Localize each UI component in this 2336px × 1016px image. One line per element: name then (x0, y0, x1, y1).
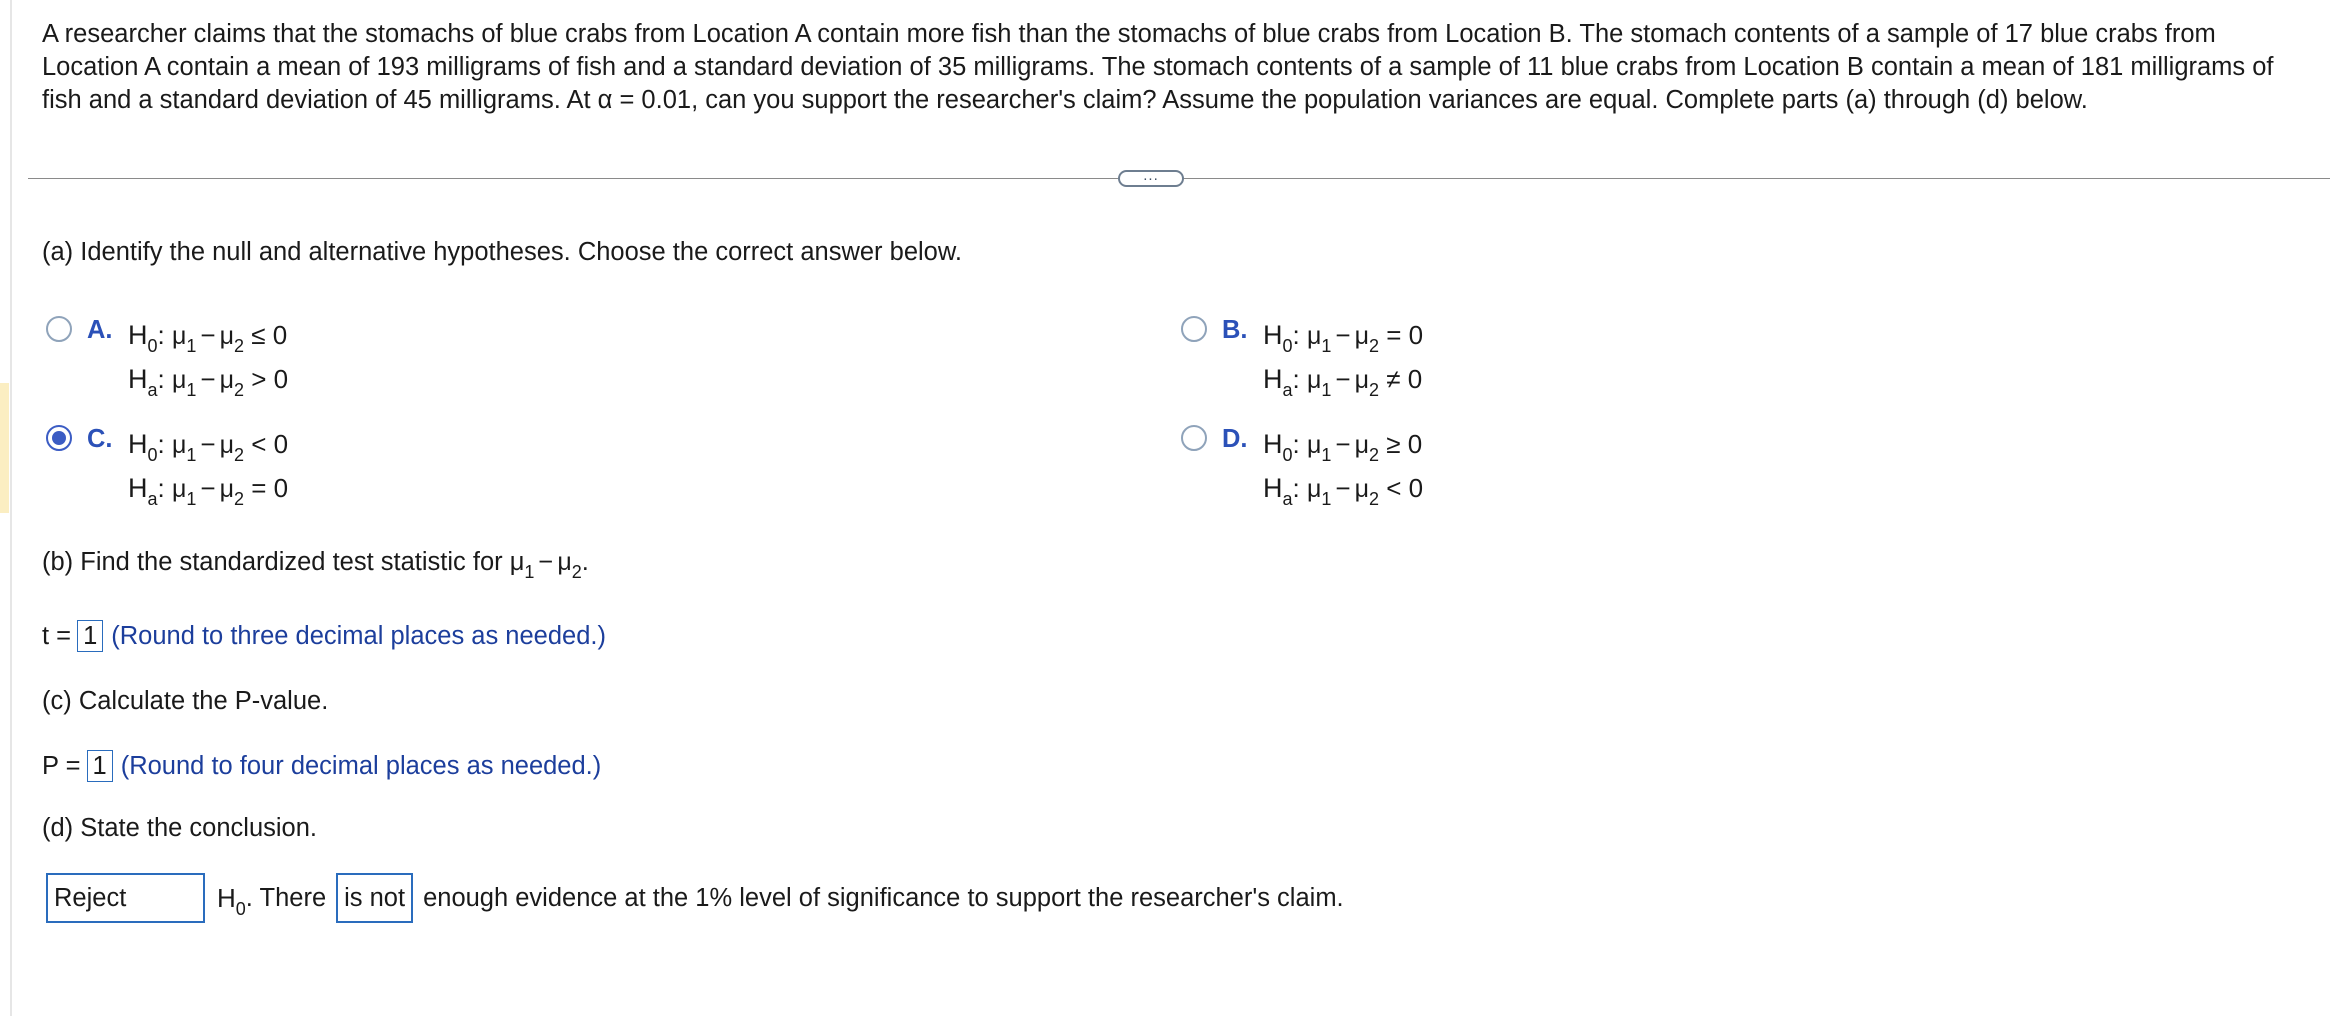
hypotheses (128, 423, 288, 511)
part-b-prompt: (b) Find the standardized test statistic for $\mu_1 - \mu_2$. (42, 548, 589, 582)
hypotheses (128, 314, 288, 402)
option-b[interactable] (1181, 314, 1423, 402)
option-letter: A. (87, 316, 113, 344)
t-statistic-row (42, 619, 606, 653)
hypotheses (1263, 314, 1423, 402)
h0-symbol: $H_0$ (217, 882, 246, 919)
option-letter: B. (1222, 316, 1248, 344)
decision-dropdown[interactable] (46, 873, 205, 923)
alt-hypothesis: $H_a$: $\mu_1 - \mu_2 \ne 0$ (1263, 364, 1423, 400)
more-button[interactable] (1118, 166, 1184, 187)
null-hypothesis: $H_0$: $\mu_1 - \mu_2 < 0$ (128, 429, 289, 465)
alt-relation: > 0 (251, 364, 289, 394)
null-relation: ≤ 0 (251, 320, 288, 350)
option-letter: D. (1222, 425, 1248, 453)
p-value-row (42, 749, 601, 783)
part-a-prompt: (a) Identify the null and alternative hypotheses. Choose the correct answer below. (42, 238, 962, 266)
alt-relation: < 0 (1386, 473, 1424, 503)
null-hypothesis: $H_0$: $\mu_1 - \mu_2 = 0$ (1263, 320, 1424, 356)
p-value-input[interactable]: 1 (87, 750, 113, 782)
null-relation: < 0 (251, 429, 289, 459)
decision-value: Reject (54, 883, 127, 912)
null-hypothesis: $H_0$: $\mu_1 - \mu_2 \ge 0$ (1263, 429, 1423, 465)
p-rounding-hint: (Round to four decimal places as needed.) (120, 752, 602, 780)
option-letter: C. (87, 425, 113, 453)
part-b-prompt-text: (b) Find the standardized test statistic for μ (42, 548, 525, 576)
alt-hypothesis: $H_a$: $\mu_1 - \mu_2 = 0$ (128, 473, 289, 509)
part-c-prompt: (c) Calculate the P-value. (42, 687, 329, 715)
alt-relation: ≠ 0 (1386, 364, 1423, 394)
t-label: t = (42, 622, 72, 650)
focus-indicator (0, 383, 9, 513)
ellipsis-icon: ... (1143, 166, 1159, 184)
alt-relation: = 0 (251, 473, 289, 503)
left-border (10, 0, 12, 1016)
there-text: . There (245, 883, 327, 912)
conclusion-row (46, 873, 1344, 923)
option-c[interactable] (46, 423, 288, 511)
radio-button-a[interactable] (46, 316, 72, 342)
null-hypothesis: $H_0$: $\mu_1 - \mu_2 \le 0$ (128, 320, 288, 356)
radio-button-b[interactable] (1181, 316, 1207, 342)
part-d-prompt: (d) State the conclusion. (42, 814, 317, 842)
p-label: P = (42, 752, 81, 780)
t-statistic-input[interactable]: 1 (77, 620, 103, 652)
null-relation: ≥ 0 (1386, 429, 1423, 459)
t-rounding-hint: (Round to three decimal places as needed.) (111, 622, 606, 650)
hypotheses (1263, 423, 1423, 511)
alt-hypothesis: $H_a$: $\mu_1 - \mu_2 > 0$ (128, 364, 289, 400)
option-d[interactable] (1181, 423, 1423, 511)
radio-button-c[interactable] (46, 425, 72, 451)
conclusion-tail: enough evidence at the 1% level of significance to support the researcher's claim. (423, 883, 1344, 912)
alt-hypothesis: $H_a$: $\mu_1 - \mu_2 < 0$ (1263, 473, 1424, 509)
null-relation: = 0 (1386, 320, 1424, 350)
problem-statement: A researcher claims that the stomachs of blue crabs from Location A contain more fish than the stomachs of blue crabs from Location B. The stomach contents of a sample of 17 blue crabs from Location A contain a mean of 193 milligrams of fish and a standard deviation of 35 milligrams. The stomach contents of a sample of 11 blue crabs from Location B contain a mean of 181 milligrams of fish and a standard deviation of 45 milligrams. At α = 0.01, can you support the researcher's claim? Assume the population variances are equal. Complete parts (a) through (d) below. (42, 20, 2274, 114)
option-a[interactable] (46, 314, 288, 402)
radio-button-d[interactable] (1181, 425, 1207, 451)
evidence-value: is not (344, 883, 406, 912)
evidence-dropdown[interactable] (336, 873, 413, 923)
